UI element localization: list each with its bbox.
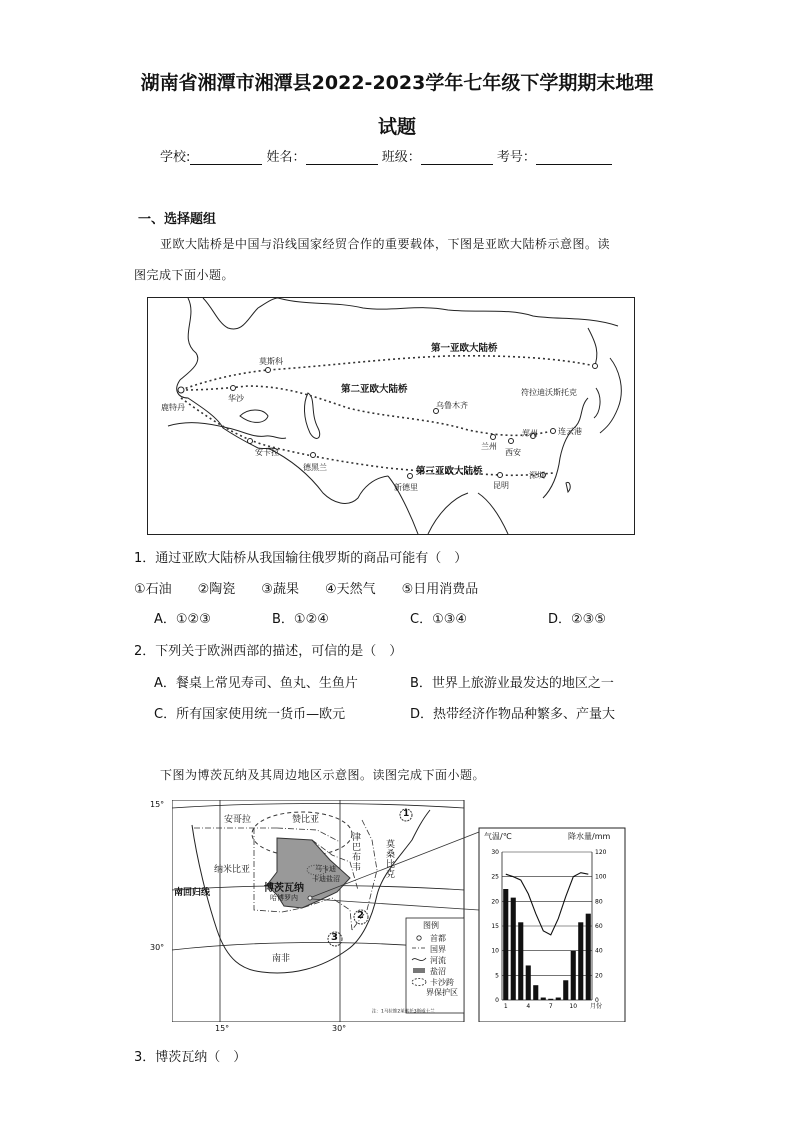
precip-bar — [586, 914, 591, 1000]
city-dot-ankara — [248, 439, 253, 444]
lat30-label: 30° — [150, 943, 165, 952]
question-2-option-b[interactable]: B．世界上旅游业最发达的地区之一 — [410, 676, 614, 691]
salt-pan-label-line1: 马卡迪 — [315, 865, 336, 873]
question-1-option-a[interactable]: A．①②③ — [154, 612, 211, 627]
question-1-option-d[interactable]: D．②③⑤ — [548, 612, 606, 627]
lianyungang-label: 连云港 — [558, 427, 582, 436]
chart-left-tick-label: 25 — [491, 873, 499, 881]
legend-salt-label: 盐沼 — [430, 967, 446, 976]
climate-chart — [491, 849, 606, 1010]
kunming-label: 昆明 — [493, 481, 509, 490]
question-1-option-b[interactable]: B．①②④ — [272, 612, 329, 627]
exam-no-label: 考号： — [496, 150, 536, 165]
southeast-asia-coast — [478, 493, 508, 534]
india-east-coast — [428, 493, 468, 534]
warsaw-label: 华沙 — [228, 394, 244, 403]
tropic-label: 南回归线 — [174, 888, 211, 898]
precip-bar — [518, 922, 523, 1000]
precip-bar — [533, 985, 538, 1000]
scandinavia-coast — [203, 298, 278, 329]
land-bridge-map-svg — [148, 298, 634, 534]
urumqi-label: 乌鲁木齐 — [436, 401, 468, 410]
chart-x-tick-label: 7 — [548, 1003, 553, 1010]
question-2-option-c[interactable]: C．所有国家使用统一货币—欧元 — [154, 707, 346, 722]
class-label: 班级： — [381, 150, 421, 165]
city-dot-rotterdam — [178, 387, 184, 393]
city-dot-moscow — [266, 368, 271, 373]
zimbabwe-label: 津巴布韦 — [352, 833, 362, 873]
kamchatka — [588, 328, 597, 368]
chart-right-tick-label: 0 — [595, 997, 599, 1004]
name-blank[interactable] — [306, 151, 378, 165]
salt-pan-label-line2: 卡迪盐沼 — [312, 875, 340, 883]
legend-salt-icon — [413, 968, 425, 973]
legend-border-label: 国界 — [430, 945, 446, 954]
exam-no-blank[interactable] — [536, 151, 612, 165]
climate-chart-frame — [479, 828, 625, 1022]
precip-bar — [526, 965, 531, 1000]
gaborone-capital-marker — [308, 896, 312, 900]
chart-right-tick-label: 20 — [595, 972, 603, 980]
precip-bar — [511, 898, 516, 1000]
chart-right-tick-label: 40 — [595, 947, 603, 955]
legend-title: 图例 — [423, 921, 439, 930]
marker-3-label: 3 — [331, 932, 338, 943]
city-dot-warsaw — [231, 386, 236, 391]
bridge1-label: 第一亚欧大陆桥 — [431, 343, 498, 354]
precip-bar — [571, 951, 576, 1000]
korea-japan — [594, 358, 621, 433]
chart-x-tick-label: 10 — [569, 1003, 578, 1010]
city-dot-tehran — [311, 453, 316, 458]
city-dot-newdelhi — [408, 474, 413, 479]
question-1-stem: 1．通过亚欧大陆桥从我国输往俄罗斯的商品可能有（ ） — [134, 551, 468, 566]
precip-bar — [503, 889, 508, 1000]
chart-x-tick-label: 1 — [503, 1003, 508, 1010]
chart-right-tick-label: 100 — [595, 873, 607, 881]
mozambique-label: 莫桑比克 — [386, 840, 396, 880]
page-title: 湖南省湘潭市湘潭县2022-2023学年七年级下学期期末地理 — [140, 72, 654, 94]
taiwan-island — [566, 482, 570, 492]
bridge3-label: 第三亚欧大陆桥 — [416, 466, 483, 477]
legend-capital-label: 首都 — [430, 934, 446, 943]
zambia-label: 赞比亚 — [292, 815, 320, 825]
temperature-line — [506, 873, 589, 935]
chart-right-tick-label: 60 — [595, 923, 603, 930]
chart-left-tick-label: 20 — [491, 898, 499, 906]
chart-right-tick-label: 80 — [595, 898, 603, 906]
arabia-coast — [268, 448, 388, 503]
legend-reserve-label-line1: 卡沙跨 — [430, 978, 454, 987]
moscow-label: 莫斯科 — [259, 357, 283, 366]
class-blank[interactable] — [421, 151, 493, 165]
name-label: 姓名： — [266, 150, 306, 165]
legend-reserve-label-line2: 界保护区 — [426, 988, 458, 997]
botswana-label: 博茨瓦纳 — [264, 883, 304, 894]
namibia-label: 纳米比亚 — [214, 865, 251, 875]
legend-river-label: 河流 — [430, 956, 446, 965]
chart-left-tick-label: 5 — [495, 972, 499, 980]
bridge2-label: 第二亚欧大陆桥 — [341, 384, 408, 395]
lat15-line — [172, 804, 464, 809]
section-heading: 一、选择题组 — [138, 212, 217, 227]
city-dot-lanzhou — [491, 435, 496, 440]
school-blank[interactable] — [190, 151, 262, 165]
precip-bar — [578, 922, 583, 1000]
school-label: 学校: — [160, 150, 191, 165]
gaborone-label: 哈博罗内 — [270, 894, 298, 902]
chart-left-tick-label: 10 — [491, 947, 499, 955]
black-sea — [240, 410, 268, 422]
marker-2-label: 2 — [357, 910, 364, 921]
chart-x-axis-label: 月份 — [590, 1003, 603, 1010]
vladivostok-label: 符拉迪沃斯托克 — [521, 388, 577, 397]
chart-left-tick-label: 30 — [491, 849, 499, 856]
lon30-label: 30° — [332, 1024, 347, 1033]
chart-left-tick-label: 0 — [495, 997, 499, 1004]
question-2-stem: 2．下列关于欧洲西部的描述，可信的是（ ） — [134, 644, 403, 659]
question-2-option-a[interactable]: A．餐桌上常见寿司、鱼丸、生鱼片 — [154, 676, 358, 691]
chart-right-tick-label: 120 — [595, 849, 607, 856]
section1-intro-line1: 亚欧大陆桥是中国与沿线国家经贸合作的重要载体，下图是亚欧大陆桥示意图。读 — [160, 237, 611, 251]
city-dot-kunming — [498, 473, 503, 478]
city-dot-xian — [509, 439, 514, 444]
chart-left-tick-label: 15 — [491, 923, 499, 930]
city-dot-vladivostok — [593, 364, 598, 369]
callout-line-bottom — [312, 899, 479, 910]
legend-capital-icon — [417, 936, 421, 940]
tehran-label: 德黑兰 — [303, 463, 327, 472]
temp-axis-label: 气温/℃ — [484, 832, 512, 841]
lat15-label: 15° — [150, 800, 165, 809]
precip-axis-label: 降水量/mm — [568, 832, 611, 841]
shenzhen-label: 深圳 — [529, 471, 545, 480]
section2-intro: 下图为博茨瓦纳及其周边地区示意图。读图完成下面小题。 — [160, 768, 486, 782]
rotterdam-label: 鹿特丹 — [161, 403, 185, 412]
caspian-sea — [304, 393, 319, 438]
city-dot-lianyungang — [551, 429, 556, 434]
ankara-label: 安卡拉 — [255, 448, 279, 457]
student-info-line — [160, 146, 612, 165]
precip-bar — [548, 999, 553, 1000]
zhengzhou-label: 郑州 — [522, 429, 538, 438]
question-3-stem: 3．博茨瓦纳（ ） — [134, 1050, 247, 1065]
section1-intro-line2: 图完成下面小题。 — [134, 268, 235, 282]
eurasian-land-bridge-map — [147, 297, 635, 535]
lanzhou-label: 兰州 — [481, 442, 497, 451]
angola-label: 安哥拉 — [224, 815, 252, 825]
marker-1-label: 1 — [403, 809, 410, 819]
newdelhi-label: 新德里 — [394, 483, 418, 492]
map-note: 注：1马拉维2莱索托3斯威士兰 — [372, 1008, 435, 1015]
page-title-line2: 试题 — [377, 116, 416, 138]
north-russia-coast — [278, 298, 618, 326]
lon15-label: 15° — [215, 1024, 230, 1033]
question-2-option-d[interactable]: D．热带经济作物品种繁多、产量大 — [410, 707, 616, 722]
botswana-map — [150, 800, 626, 1033]
question-1-option-c[interactable]: C．①③④ — [410, 612, 468, 627]
xian-label: 西安 — [505, 448, 521, 457]
precip-bar — [556, 998, 561, 1000]
botswana-map-svg — [172, 800, 626, 1022]
precip-bar — [541, 998, 546, 1000]
europe-coast — [177, 298, 278, 450]
question-1-items: ①石油 ②陶瓷 ③蔬果 ④天然气 ⑤日用消费品 — [134, 582, 479, 597]
precip-bar — [563, 980, 568, 1000]
south-africa-label: 南非 — [272, 954, 291, 964]
chart-x-tick-label: 4 — [526, 1003, 531, 1010]
